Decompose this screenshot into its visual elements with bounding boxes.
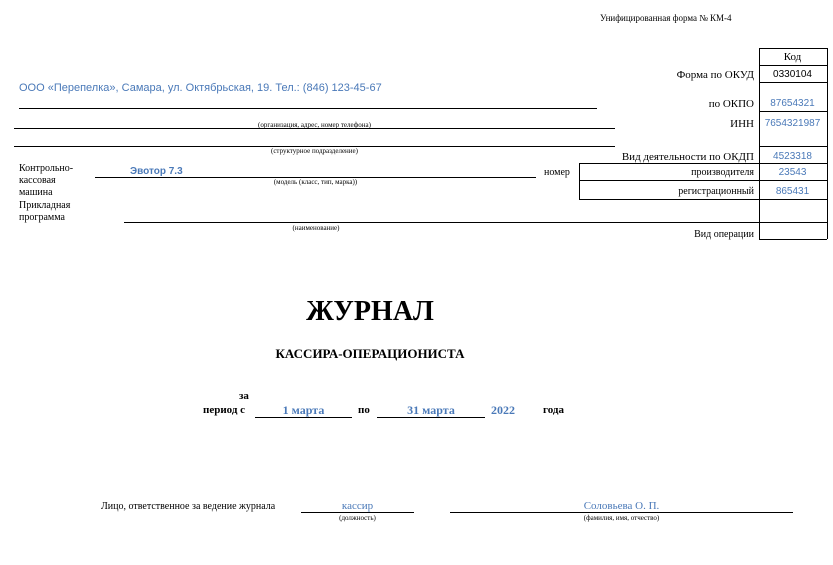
producer-number[interactable]: 23543 xyxy=(778,167,807,178)
producer-label: производителя xyxy=(691,167,754,178)
period-from-label: период с xyxy=(203,404,246,416)
position-value[interactable]: кассир xyxy=(341,500,374,512)
position-caption: (должность) xyxy=(339,514,376,522)
page-subtitle: КАССИРА-ОПЕРАЦИОНИСТА xyxy=(275,346,465,361)
za-label: за xyxy=(239,390,249,402)
program-caption: (наименование) xyxy=(292,224,340,232)
period-to-value[interactable]: 31 марта xyxy=(407,403,455,417)
okud-code: 0330104 xyxy=(773,69,812,80)
period-from-value[interactable]: 1 марта xyxy=(282,403,325,417)
form-name: Унифицированная форма № КМ-4 xyxy=(600,13,732,23)
organization-caption: (организация, адрес, номер телефона) xyxy=(258,121,371,129)
registration-number[interactable]: 865431 xyxy=(775,186,810,197)
kkm-label: Контрольно- кассовая машина xyxy=(19,163,74,198)
okud-label: Форма по ОКУД xyxy=(676,69,754,81)
name-caption: (фамилия, имя, отчество) xyxy=(583,514,660,522)
subdivision-caption: (структурное подразделение) xyxy=(270,147,358,155)
kkm-model[interactable]: Эвотор 7.3 xyxy=(130,166,183,177)
year-label: года xyxy=(543,404,564,416)
responsible-label: Лицо, ответственное за ведение журнала xyxy=(101,501,276,512)
number-label: номер xyxy=(544,167,570,178)
inn-label: ИНН xyxy=(730,118,754,130)
model-caption: (модель (класс, тип, марка)) xyxy=(273,178,358,186)
okdp-code[interactable]: 4523318 xyxy=(773,151,812,162)
okdp-label: Вид деятельности по ОКДП xyxy=(621,151,754,163)
page-title: ЖУРНАЛ xyxy=(306,296,434,327)
period-to-label: по xyxy=(358,404,370,416)
inn-code[interactable]: 7654321987 xyxy=(764,118,821,129)
okpo-label: по ОКПО xyxy=(708,98,754,110)
year-value[interactable]: 2022 xyxy=(491,403,515,417)
registration-label: регистрационный xyxy=(678,186,754,197)
program-label: Прикладная программа xyxy=(19,200,71,223)
operation-label: Вид операции xyxy=(694,229,754,240)
organization-text[interactable]: ООО «Перепелка», Самара, ул. Октябрьская, 19. Тел.: (846) 123-45-67 xyxy=(19,82,382,94)
code-header: Код xyxy=(783,51,802,63)
okpo-code[interactable]: 87654321 xyxy=(770,98,815,109)
name-value[interactable]: Соловьева О. П. xyxy=(583,500,660,512)
